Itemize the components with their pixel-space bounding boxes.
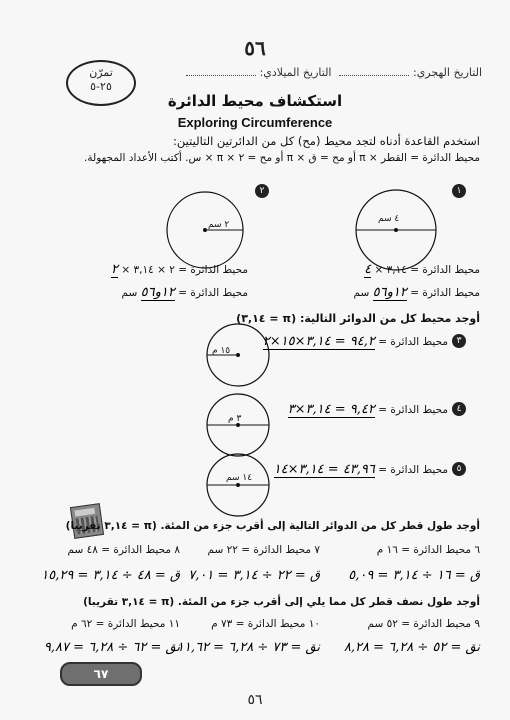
instruction-line-2: محيط الدائرة = القطر × π أو مح = ق × π أو مح = ٢ × π × س. أكتب الأعداد المجهولة. xyxy=(84,152,480,164)
page-number-bottom: ٥٦ xyxy=(247,692,263,708)
question-8-text: ٨ محيط الدائرة = ٤٨ سم xyxy=(67,544,180,556)
question-2-line-2 xyxy=(122,285,248,300)
hijri-date-blank xyxy=(339,66,409,76)
question-8-work: ق = ٤٨ ÷ ٣,١٤ = ١٥,٢٩ xyxy=(41,568,180,583)
question-4-answer: ٩,٤٢ = ٣,١٤×٣ xyxy=(287,402,375,417)
question-2-line-2-prefix: محيط الدائرة = xyxy=(178,287,248,299)
question-1-circle xyxy=(354,188,438,272)
part-4-heading: أوجد طول نصف قطر كل مما يلي إلى أقرب جزء من المئة. (π = ٣,١٤ تقريبا) xyxy=(83,596,480,608)
question-5-diameter-label: ١٤ سم xyxy=(226,473,253,483)
question-1-line-1-prefix: محيط الدائرة = ٣,١٤ × xyxy=(374,264,480,276)
page-number-top: ٥٦ xyxy=(244,36,266,60)
exercise-badge-label: تمرّن xyxy=(89,66,113,79)
date-fields xyxy=(182,66,482,79)
title-english: Exploring Circumference xyxy=(177,115,333,130)
question-2-number: ٢ xyxy=(255,184,269,198)
question-3-radius-label: ١٥ م xyxy=(212,346,231,356)
question-3-prefix: محيط الدائرة = xyxy=(378,336,448,348)
question-2-circle xyxy=(165,190,245,270)
question-11-text: ١١ محيط الدائرة = ٦٢ م xyxy=(71,618,180,630)
question-2-line-1-prefix: محيط الدائرة = ٢ × ٣,١٤ × xyxy=(121,264,248,276)
question-3-line xyxy=(263,334,448,349)
question-5-prefix: محيط الدائرة = xyxy=(378,464,448,476)
question-9-text: ٩ محيط الدائرة = ٥٢ سم xyxy=(367,618,480,630)
question-3-answer: ٩٤,٢ = ٣,١٤×١٥×٢ xyxy=(262,334,375,349)
question-2-line-2-unit: سم xyxy=(121,287,138,299)
question-3-number: ٣ xyxy=(452,334,466,348)
gregorian-date-label: التاريخ الميلادي: xyxy=(259,66,332,79)
question-1-line-2 xyxy=(354,285,480,300)
question-1-line-1 xyxy=(364,262,480,277)
question-1-line-2-answer: ١٢و٥٦ xyxy=(372,285,407,300)
part-3-heading: أوجد طول قطر كل من الدوائر التالية إلى أقرب جزء من المئة. (π = ٣,١٤ تقريبا) xyxy=(65,520,480,532)
question-2-line-2-answer: ١٢و٥٦ xyxy=(140,285,175,300)
question-4-diameter-label: ٣ م xyxy=(228,414,242,424)
question-2-line-1-answer: ٢ xyxy=(111,262,118,277)
instruction-line-1: استخدم القاعدة أدناه لتجد محيط (مح) كل من الدائرتين التاليتين: xyxy=(173,134,480,148)
question-10-work: نق = ٧٣ ÷ ٦,٢٨ = ١١,٦٢ xyxy=(176,640,320,655)
question-11-work: نق = ٦٢ ÷ ٦,٢٨ = ٩,٨٧ xyxy=(43,640,180,655)
question-5-answer: ٤٣,٩٦ = ٣,١٤×١٤ xyxy=(273,462,375,477)
question-5-line xyxy=(274,462,448,477)
question-7-text: ٧ محيط الدائرة = ٢٢ سم xyxy=(207,544,320,556)
question-5-number: ٥ xyxy=(452,462,466,476)
question-4-circle xyxy=(205,392,271,458)
title-arabic: استكشاف محيط الدائرة xyxy=(167,92,343,110)
question-1-line-2-prefix: محيط الدائرة = xyxy=(410,287,480,299)
question-1-line-2-unit: سم xyxy=(353,287,370,299)
question-1-line-1-answer: ٤ xyxy=(364,262,372,277)
question-7-work: ق = ٢٢ ÷ ٣,١٤ = ٧,٠١ xyxy=(188,568,320,583)
question-6-text: ٦ محيط الدائرة = ١٦ م xyxy=(376,544,480,556)
gregorian-date-blank xyxy=(186,66,256,76)
question-5-circle xyxy=(205,452,271,518)
footer-badge: ٦٧ xyxy=(60,662,142,686)
part-2-heading: أوجد محيط كل من الدوائر التالية: (π = ٣,١٤) xyxy=(236,312,480,325)
question-1-number: ١ xyxy=(452,184,466,198)
question-6-work: ق = ١٦ ÷ ٣,١٤ = ٥,٠٩ xyxy=(348,568,480,583)
question-4-prefix: محيط الدائرة = xyxy=(378,404,448,416)
question-2-line-1 xyxy=(111,262,248,277)
hijri-date-label: التاريخ الهجري: xyxy=(412,66,482,79)
question-1-diameter-label: ٤ سم xyxy=(378,214,400,224)
exercise-badge-code: ٢٥-٥ xyxy=(90,80,112,93)
question-10-text: ١٠ محيط الدائرة = ٧٣ م xyxy=(211,618,320,630)
question-4-line xyxy=(288,402,448,417)
question-9-work: نق = ٥٢ ÷ ٦,٢٨ = ٨,٢٨ xyxy=(343,640,480,655)
question-4-number: ٤ xyxy=(452,402,466,416)
question-2-radius-label: ٢ سم xyxy=(208,220,230,230)
